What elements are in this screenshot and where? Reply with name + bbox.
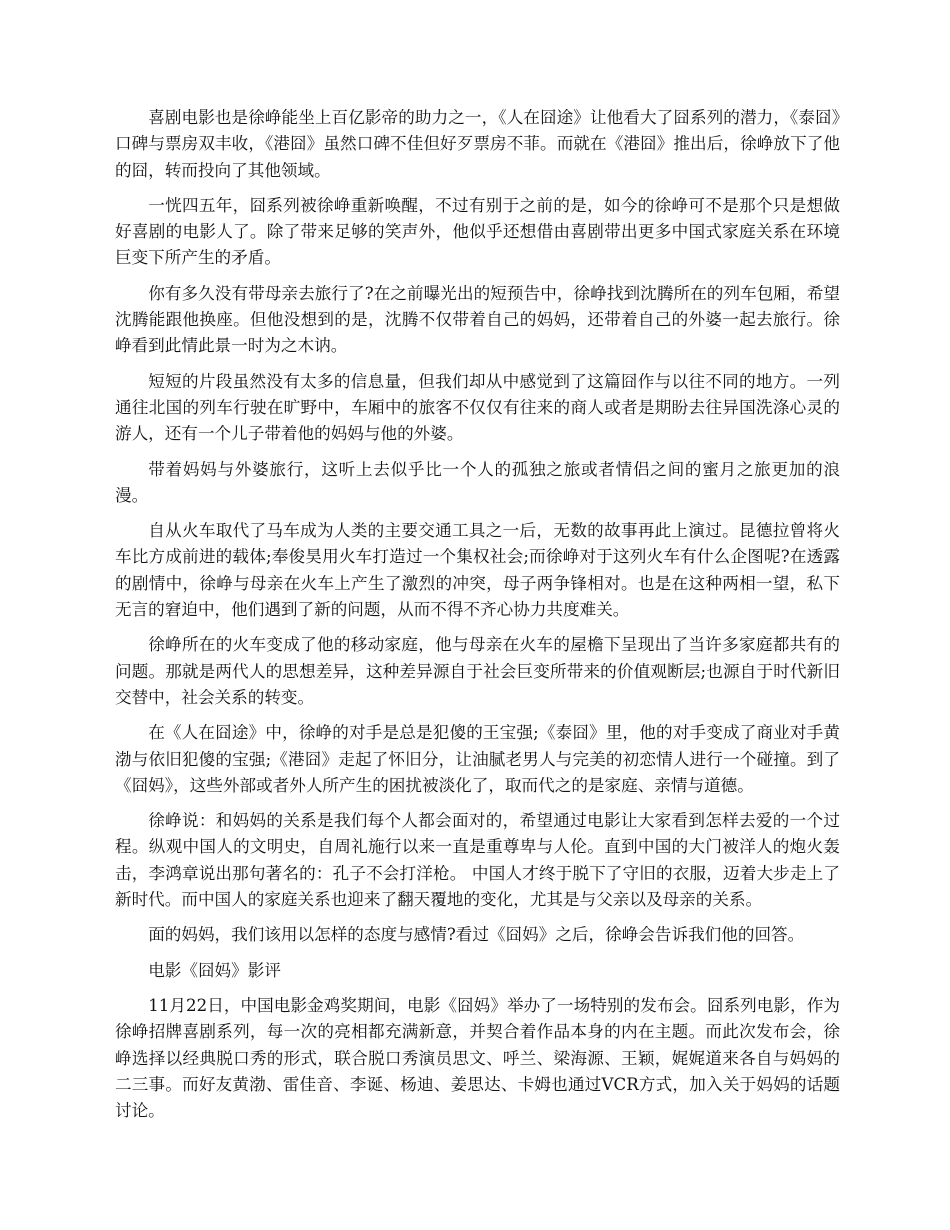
document-page bbox=[115, 105, 840, 1133]
paragraph-5: 带着妈妈与外婆旅行，这听上去似乎比一个人的孤独之旅或者情侣之间的蜜月之旅更加的浪漫。 bbox=[115, 459, 840, 505]
paragraph-7: 徐峥所在的火车变成了他的移动家庭，他与母亲在火车的屋檐下呈现出了当许多家庭都共有的问题。那就是两代人的思想差异，这种差异源自于社会巨变所带来的价值观断层;也源自于时代新旧交替中，社会关系的转变。 bbox=[115, 635, 840, 707]
paragraph-8: 在《人在囧途》中，徐峥的对手是总是犯傻的王宝强;《泰囧》里，他的对手变成了商业对手黄渤与依旧犯傻的宝强;《港囧》走起了怀旧分，让油腻老男人与完美的初恋情人进行一个碰撞。到了《囧妈》，这些外部或者外人所产生的困扰被淡化了，取而代之的是家庭、亲情与道德。 bbox=[115, 723, 840, 795]
closing-paragraph: 11月22日，中国电影金鸡奖期间，电影《囧妈》举办了一场特别的发布会。囧系列电影，作为徐峥招牌喜剧系列，每一次的亮相都充满新意，并契合着作品本身的内在主题。而此次发布会，徐峥选择以经典脱口秀的形式，联合脱口秀演员思文、呼兰、梁海源、王颖，娓娓道来各自与妈妈的二三事。而好友黄渤、雷佳音、李诞、杨迪、姜思达、卡姆也通过VCR方式，加入关于妈妈的话题讨论。 bbox=[115, 995, 840, 1121]
paragraph-6: 自从火车取代了马车成为人类的主要交通工具之一后，无数的故事再此上演过。昆德拉曾将火车比方成前进的载体;奉俊昊用火车打造过一个集权社会;而徐峥对于这列火车有什么企图呢?在透露的剧情中，徐峥与母亲在火车上产生了激烈的冲突，母子两争锋相对。也是在这种两相一望，私下无言的窘迫中，他们遇到了新的问题，从而不得不齐心协力共度难关。 bbox=[115, 521, 840, 620]
paragraph-10: 面的妈妈，我们该用以怎样的态度与感情?看过《囧妈》之后，徐峥会告诉我们他的回答。 bbox=[148, 925, 805, 945]
paragraph-4: 短短的片段虽然没有太多的信息量，但我们却从中感觉到了这篇囧作与以往不同的地方。一列通往北国的列车行驶在旷野中，车厢中的旅客不仅仅有往来的商人或者是期盼去往异国洗涤心灵的游人，还有一个儿子带着他的妈妈与他的外婆。 bbox=[115, 371, 840, 444]
section-heading: 电影《囧妈》影评 bbox=[148, 960, 281, 980]
paragraph-3: 你有多久没有带母亲去旅行了?在之前曝光出的短预告中，徐峥找到沈腾所在的列车包厢，希望沈腾能跟他换座。但他没想到的是，沈腾不仅带着自己的妈妈，还带着自己的外婆一起去旅行。徐峥看到此情此景一时为之木讷。 bbox=[115, 283, 840, 356]
paragraph-2: 一恍四五年，囧系列被徐峥重新唤醒，不过有别于之前的是，如今的徐峥可不是那个只是想做好喜剧的电影人了。除了带来足够的笑声外，他似乎还想借由喜剧带出更多中国式家庭关系在环境巨变下所产生的矛盾。 bbox=[115, 195, 840, 268]
paragraph-1: 喜剧电影也是徐峥能坐上百亿影帝的助力之一，《人在囧途》让他看大了囧系列的潜力，《泰囧》口碑与票房双丰收，《港囧》虽然口碑不佳但好歹票房不菲。而就在《港囧》推出后，徐峥放下了他的囧，转而投向了其他领域。 bbox=[115, 108, 840, 180]
paragraph-9: 徐峥说：和妈妈的关系是我们每个人都会面对的，希望通过电影让大家看到怎样去爱的一个过程。纵观中国人的文明史，自周礼施行以来一直是重尊卑与人伦。直到中国的大门被洋人的炮火轰击，李鸿章说出那句著名的：孔子不会打洋枪。 中国人才终于脱下了守旧的衣服，迈着大步走上了新时代。而中国人的家庭关系也迎来了翻天覆地的变化，尤其是与父亲以及母亲的关系。 bbox=[115, 811, 840, 910]
